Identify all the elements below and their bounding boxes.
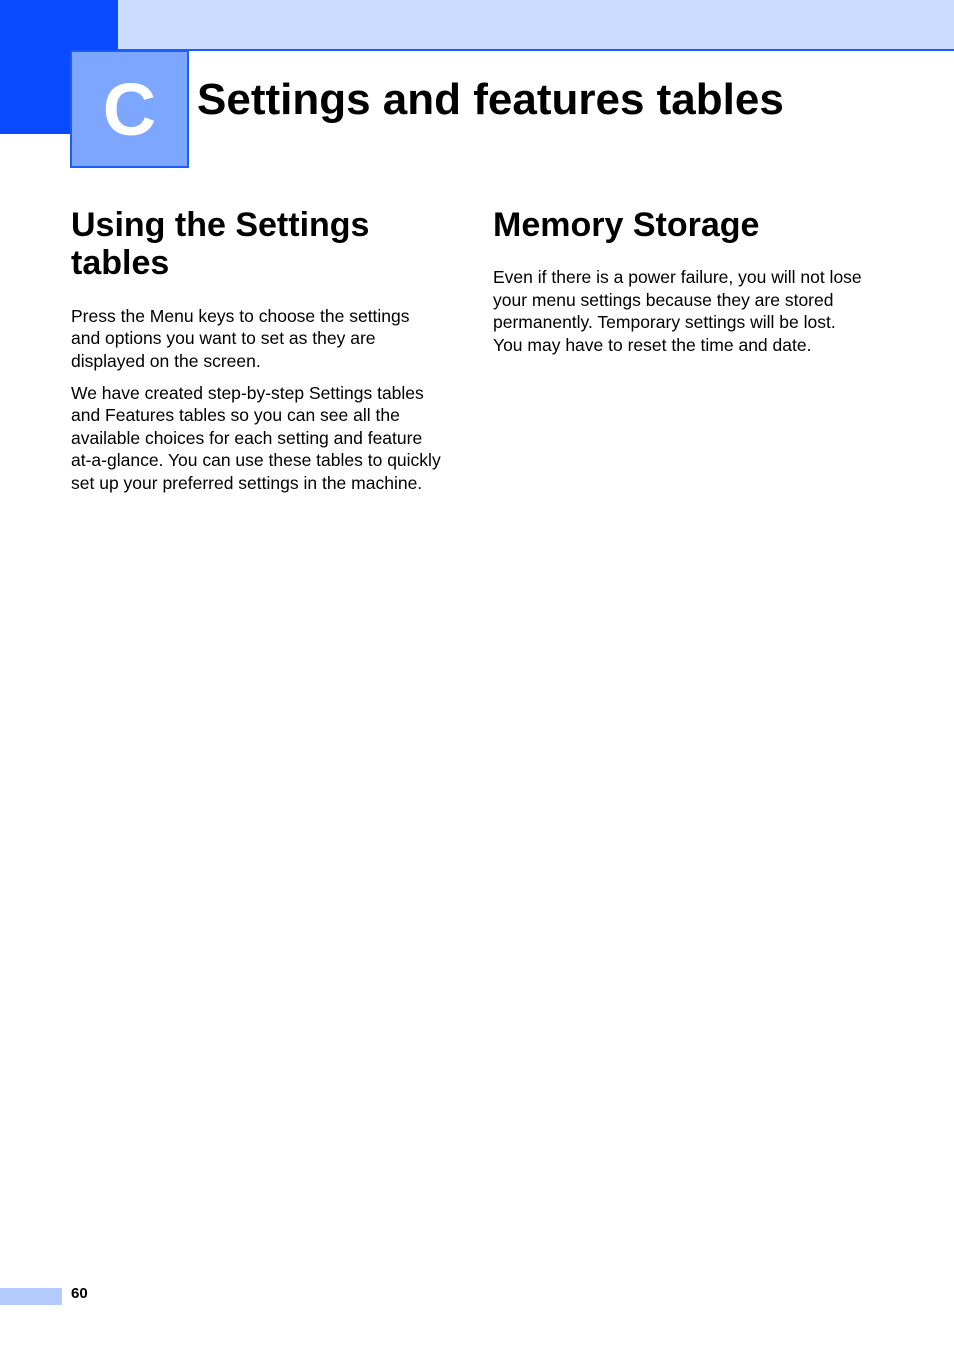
- chapter-title: Settings and features tables: [197, 75, 784, 124]
- header-band: [118, 0, 954, 51]
- page-number: 60: [71, 1285, 88, 1302]
- paragraph: We have created step-by-step Settings tables and Features tables so you can see all the available choices for each setting and feature at-a-glance. You can use these tables to quickly set up your preferred settings in the machine.: [71, 383, 441, 493]
- paragraph: Press the Menu keys to choose the settings and options you want to set as they are displayed on the screen.: [71, 305, 410, 371]
- chapter-letter: C: [102, 68, 157, 151]
- section-heading-settings-tables: Using the Settings tables: [71, 206, 370, 283]
- right-column: [493, 206, 865, 366]
- paragraph: Even if there is a power failure, you will not lose your menu settings because they are stored permanently. Temporary settings will be lost. You may have to reset the time and date.: [493, 267, 862, 355]
- chapter-tab: [70, 50, 189, 168]
- section-heading-memory-storage: Memory Storage: [493, 206, 760, 244]
- left-column: [71, 206, 443, 504]
- footer-bar: [0, 1288, 62, 1305]
